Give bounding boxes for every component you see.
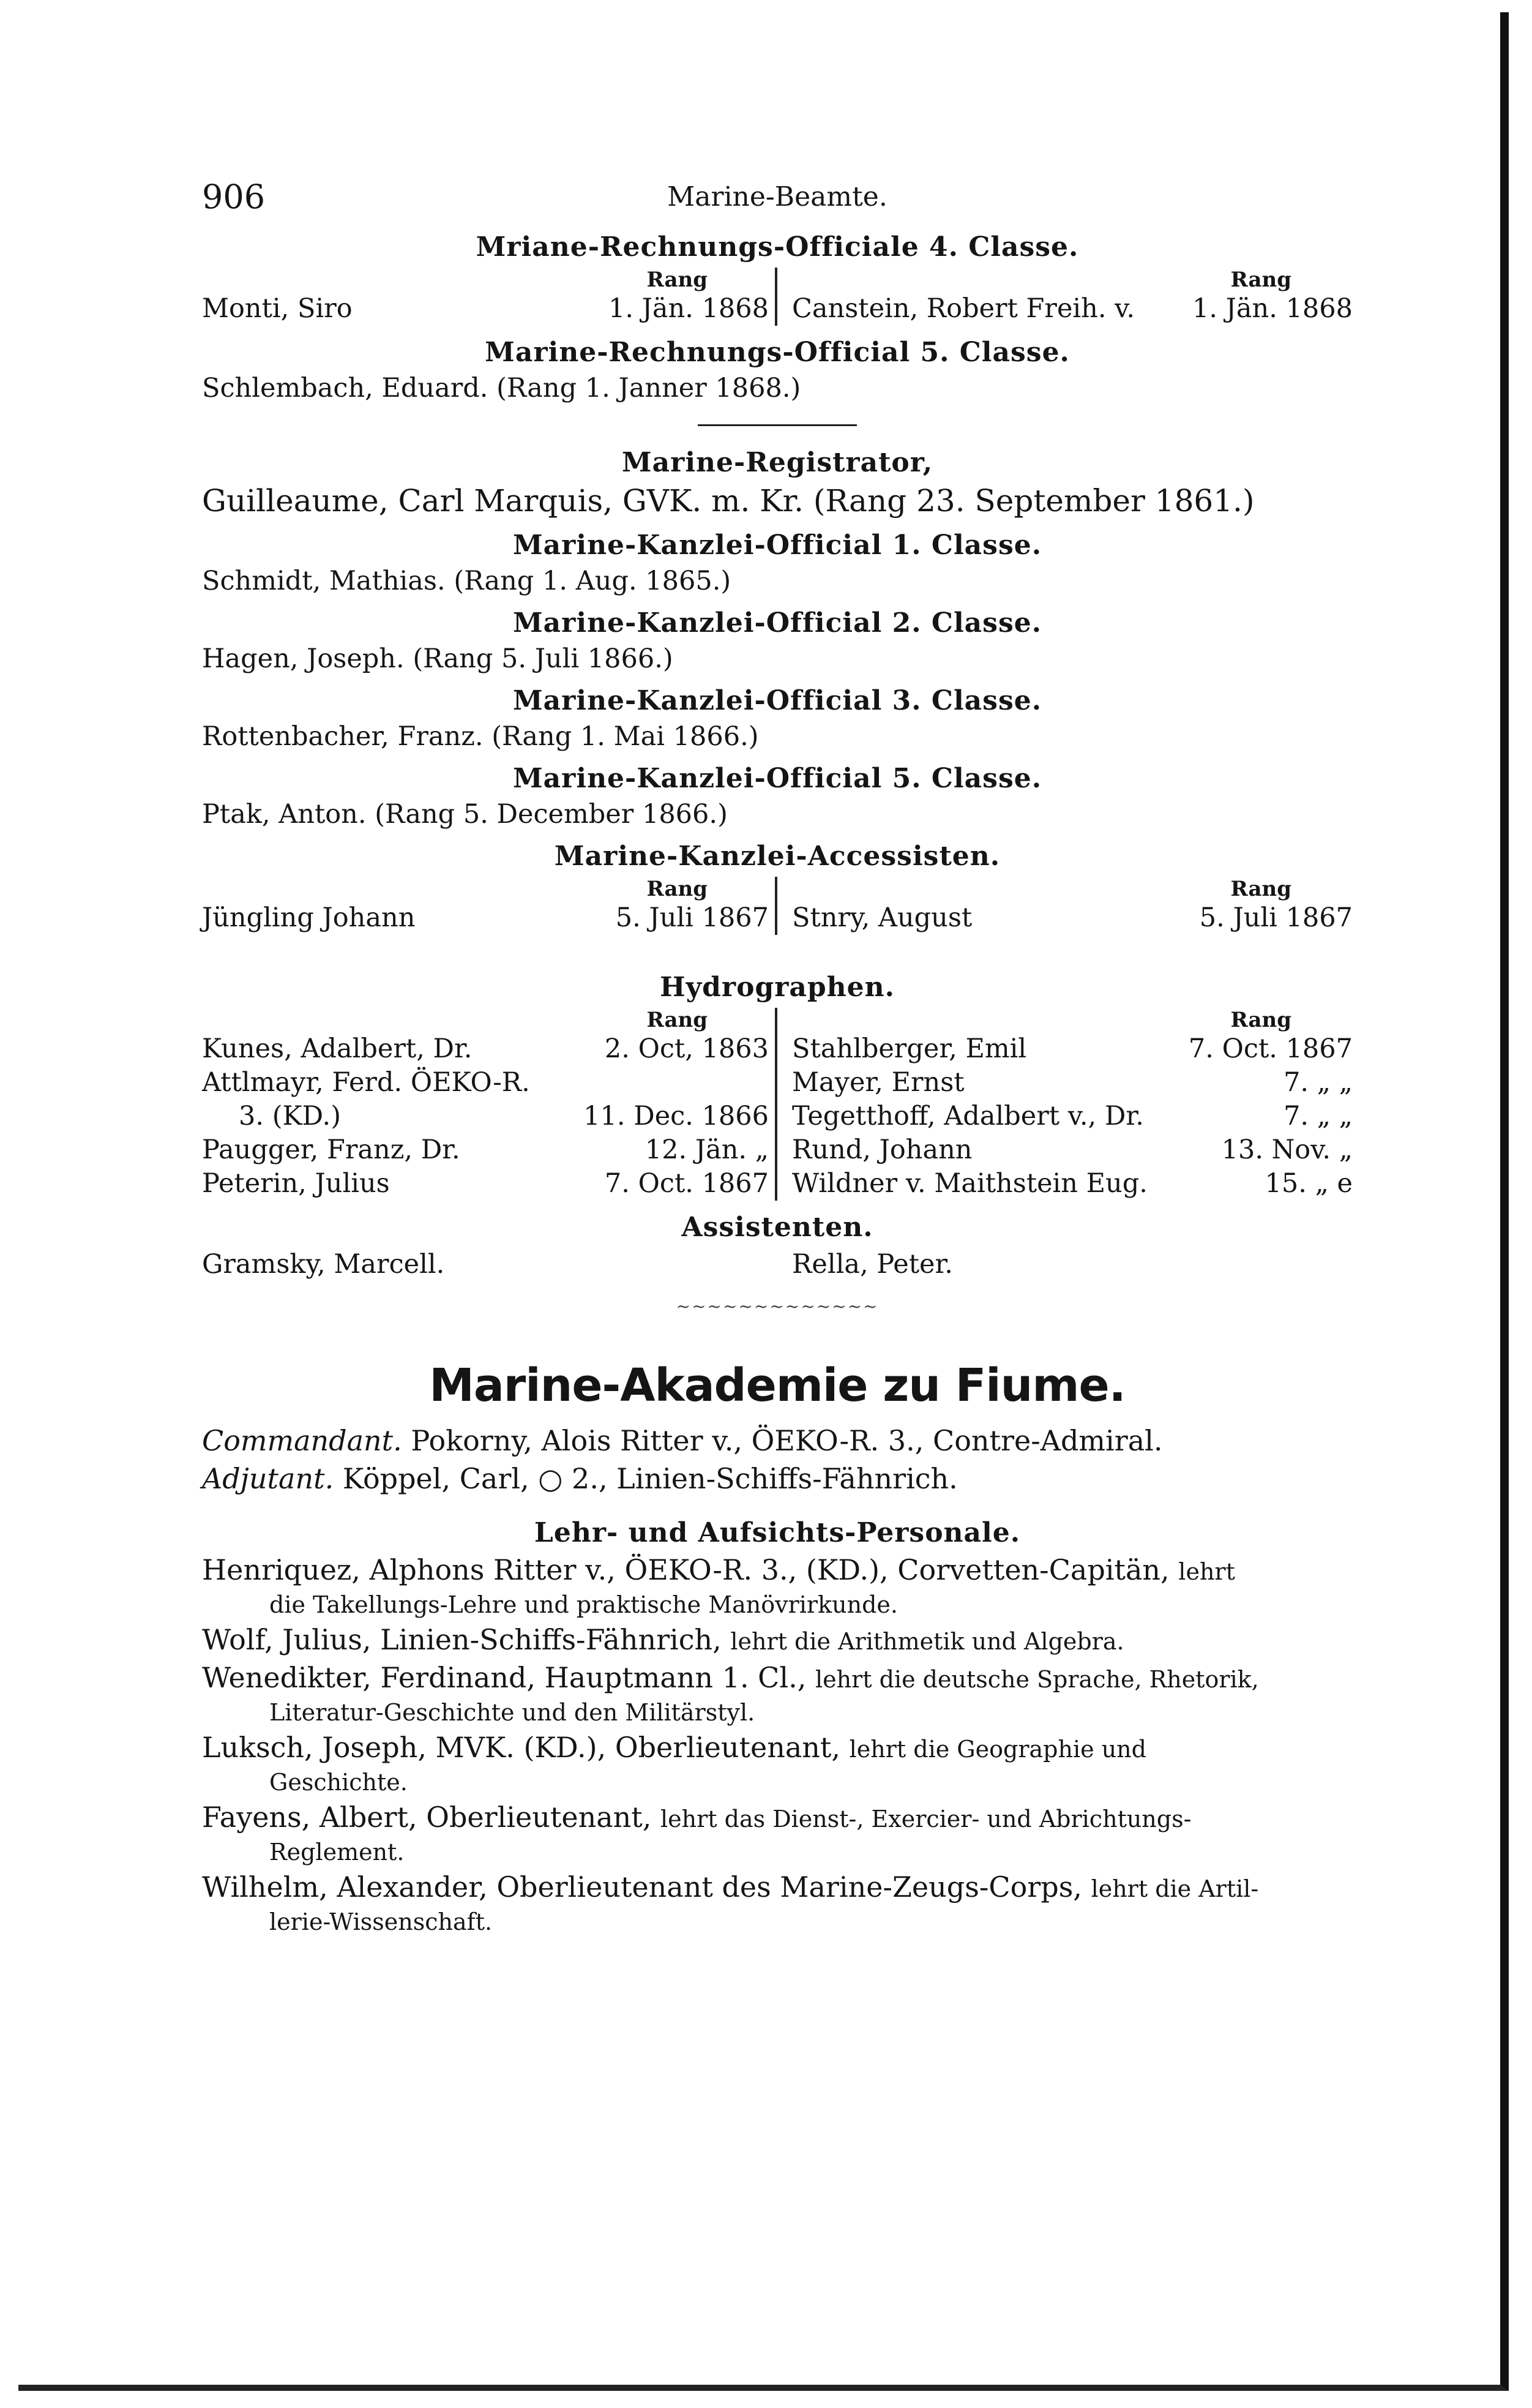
list-item: Stahlberger, Emil 7. Oct. 1867: [792, 1033, 1353, 1064]
list-item: Attlmayr, Ferd. ÖEKO-R.: [202, 1067, 530, 1098]
rang-label: Rang: [646, 1008, 708, 1032]
two-column-list: [202, 877, 1353, 935]
section-title: Marine-Kanzlei-Official 3. Classe.: [512, 685, 1042, 716]
section-title: Marine-Rechnungs-Official 5. Classe.: [485, 337, 1070, 368]
list-item: Monti, Siro 1. Jän. 1868: [202, 293, 769, 324]
entry-line: Rottenbacher, Franz. (Rang 1. Mai 1866.): [202, 721, 759, 752]
running-title: Marine-Beamte.: [667, 181, 887, 212]
entry-line: Schlembach, Eduard. (Rang 1. Janner 1868.): [202, 373, 801, 403]
right-column: [777, 877, 1353, 935]
left-column: [202, 1008, 777, 1201]
right-column: [777, 1008, 1353, 1201]
section-title: Marine-Kanzlei-Official 1. Classe.: [512, 530, 1042, 561]
staff-entry-continuation: lerie-Wissenschaft.: [269, 1908, 493, 1935]
list-item: Jüngling Johann 5. Juli 1867: [202, 902, 769, 933]
staff-entry: Luksch, Joseph, MVK. (KD.), Oberlieutenant, lehrt die Geographie und: [202, 1731, 1146, 1764]
two-column-list: [202, 268, 1353, 326]
list-item: Peterin, Julius 7. Oct. 1867: [202, 1168, 769, 1199]
left-column: [202, 877, 777, 935]
list-item: 3. (KD.) 11. Dec. 1866: [239, 1101, 769, 1131]
staff-entry: Wilhelm, Alexander, Oberlieutenant des Marine-Zeugs-Corps, lehrt die Artil-: [202, 1870, 1259, 1904]
two-column-list: [202, 1008, 1353, 1201]
list-item: Canstein, Robert Freih. v. 1. Jän. 1868: [792, 293, 1353, 324]
left-column: [202, 1248, 777, 1281]
list-item: Rella, Peter.: [792, 1249, 953, 1280]
section-title: Hydrographen.: [660, 972, 895, 1003]
list-item: Stnry, August 5. Juli 1867: [792, 902, 1353, 933]
staff-entry-continuation: Reglement.: [269, 1839, 405, 1866]
entry-line: Ptak, Anton. (Rang 5. December 1866.): [202, 799, 728, 830]
rang-label: Rang: [646, 268, 708, 292]
list-item: Rund, Johann 13. Nov. „: [792, 1135, 1353, 1165]
page-number: 906: [202, 178, 266, 216]
staff-list: [202, 1553, 1353, 1935]
entry-line: Schmidt, Mathias. (Rang 1. Aug. 1865.): [202, 566, 731, 596]
right-column: [777, 1248, 1353, 1281]
two-column-list: [202, 1248, 1353, 1281]
page-header: [202, 178, 1353, 220]
right-column: [777, 268, 1353, 326]
section-title: Marine-Kanzlei-Accessisten.: [554, 841, 1001, 872]
staff-entry: Fayens, Albert, Oberlieutenant, lehrt das Dienst-, Exercier- und Abrichtungs-: [202, 1801, 1192, 1834]
list-item: Wildner v. Maithstein Eug. 15. „ e: [792, 1168, 1353, 1199]
divider: [698, 424, 857, 426]
section-title: Assistenten.: [681, 1212, 873, 1243]
list-item: Paugger, Franz, Dr. 12. Jän. „: [202, 1135, 769, 1165]
left-column: [202, 268, 777, 326]
rang-label: Rang: [646, 877, 708, 901]
rang-label: Rang: [1230, 268, 1291, 292]
section-title: Mriane-Rechnungs-Officiale 4. Classe.: [476, 231, 1079, 263]
rang-label: Rang: [1230, 877, 1291, 901]
document-page: [202, 178, 1353, 1935]
staff-entry: Wenedikter, Ferdinand, Hauptmann 1. Cl., lehrt die deutsche Sprache, Rhetorik,: [202, 1661, 1259, 1694]
staff-entry-continuation: Literatur-Geschichte und den Militärstyl.: [269, 1699, 755, 1726]
section-title: Marine-Registrator,: [621, 447, 933, 478]
section-title: Marine-Kanzlei-Official 2. Classe.: [512, 607, 1042, 639]
commandant-line: Commandant. Pokorny, Alois Ritter v., ÖEKO-R. 3., Contre-Admiral.: [202, 1424, 1163, 1457]
list-item: Gramsky, Marcell.: [202, 1249, 445, 1280]
adjutant-line: Adjutant. Köppel, Carl, ○ 2., Linien-Schiffs-Fähnrich.: [202, 1462, 958, 1495]
staff-entry-continuation: die Takellungs-Lehre und praktische Manövrirkunde.: [269, 1591, 898, 1618]
staff-entry-continuation: Geschichte.: [269, 1769, 408, 1796]
list-item: Mayer, Ernst 7. „ „: [792, 1067, 1353, 1098]
list-item: Tegetthoff, Adalbert v., Dr. 7. „ „: [792, 1101, 1353, 1131]
section-title: Lehr- und Aufsichts-Personale.: [534, 1517, 1021, 1548]
list-item: Kunes, Adalbert, Dr. 2. Oct, 1863: [202, 1033, 769, 1064]
entry-line: Guilleaume, Carl Marquis, GVK. m. Kr. (Rang 23. September 1861.): [202, 483, 1255, 519]
ornament-divider: ~~~~~~~~~~~~~: [676, 1296, 879, 1316]
staff-entry: Henriquez, Alphons Ritter v., ÖEKO-R. 3., (KD.), Corvetten-Capitän, lehrt: [202, 1553, 1235, 1586]
rang-label: Rang: [1230, 1008, 1291, 1032]
entry-line: Hagen, Joseph. (Rang 5. Juli 1866.): [202, 643, 673, 674]
section-title: Marine-Kanzlei-Official 5. Classe.: [512, 763, 1042, 794]
staff-entry: Wolf, Julius, Linien-Schiffs-Fähnrich, lehrt die Arithmetik und Algebra.: [202, 1623, 1124, 1656]
academy-title: Marine-Akademie zu Fiume.: [429, 1359, 1126, 1412]
